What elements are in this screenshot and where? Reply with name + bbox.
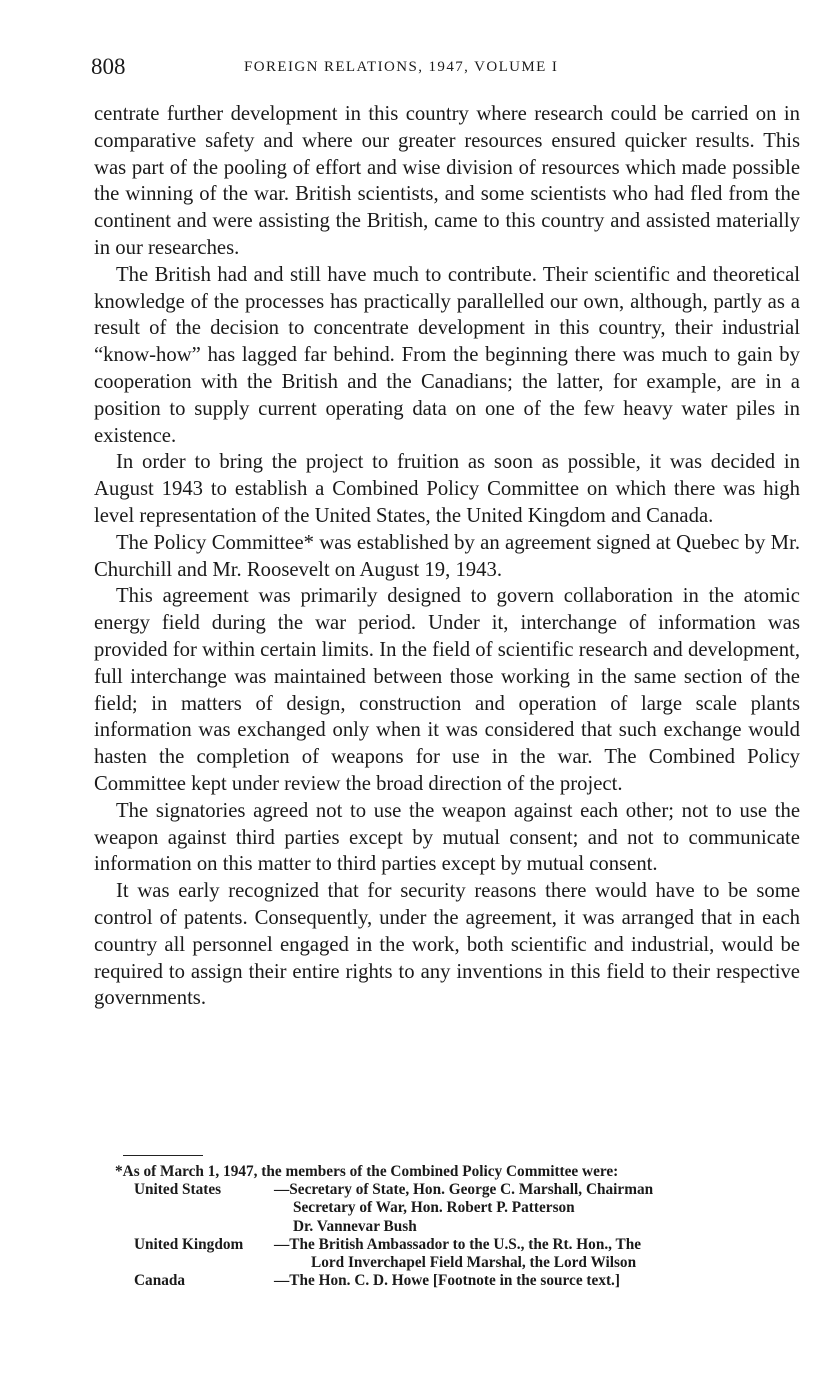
footnote-row-united-states [115, 1181, 805, 1236]
paragraph-signatories: The signatories agreed not to use the weapon against each other; not to use the weapon against third parties except by mutual consent; and not to communicate information on this matter to third parties except by mutual consent. [94, 799, 800, 876]
footnote-member-line: —The British Ambassador to the U.S., the Rt. Hon., The [274, 1235, 642, 1253]
paragraph-quebec-agreement: The Policy Committee* was established by an agreement signed at Quebec by Mr. Churchill and Mr. Roosevelt on August 19, 1943. [94, 531, 800, 581]
paragraph-patents: It was early recognized that for security reasons there would have to be some control of patents. Consequently, under the agreement, it was arranged that in each country all personnel engaged in the work, both scientific and industrial, would be required to assign their entire rights to any inventions in this field to their respective governments. [94, 880, 800, 1010]
footnote-member-line: Secretary of War, Hon. Robert P. Patterson [293, 1199, 575, 1217]
paragraph-combined-policy-committee: In order to bring the project to fruition as soon as possible, it was decided in August 1943 to establish a Combined Policy Committee on which there was high level representation of the United States, the United Kingdom and Canada. [94, 451, 800, 527]
footnote-member-line: —The Hon. C. D. Howe [Footnote in the source text.] [274, 1272, 620, 1290]
body-text [94, 101, 800, 1012]
footnote-row-united-kingdom [115, 1236, 805, 1272]
footnote-member-line: —Secretary of State, Hon. George C. Marshall, Chairman [274, 1181, 654, 1199]
footnote-member-line: Lord Inverchapel Field Marshal, the Lord Wilson [311, 1254, 637, 1272]
footnote-country: United States [134, 1181, 222, 1199]
footnote-member-line: Dr. Vannevar Bush [293, 1217, 417, 1235]
footnote-country: United Kingdom [134, 1235, 244, 1253]
footnote-country: Canada [134, 1272, 186, 1290]
footnote-intro: *As of March 1, 1947, the members of the Combined Policy Committee were: [115, 1163, 619, 1180]
paragraph-british-contribution: The British had and still have much to contribute. Their scientific and theoretical knowledge of the processes has practically parallelled our own, although, partly as a result of the decision to concentrate development in this country, their industrial “know-how” has lagged far behind. From the beginning there was much to gain by cooperation with the British and the Canadians; the latter, for example, are in a position to supply current operating data on one of the few heavy water piles in existence. [94, 263, 800, 447]
paragraph-continuation: centrate further development in this country where research could be carried on in comparative safety and where our greater resources ensured quicker results. This was part of the pooling of effort and wise division of resources which made possible the winning of the war. British scientists, and some scientists who had fled from the continent and were assisting the British, came to this country and assisted materially in our researches. [94, 103, 800, 259]
paragraph-collaboration: This agreement was primarily designed to govern collaboration in the atomic energy field during the war period. Under it, interchange of information was provided for within certain limits. In the field of scientific research and development, full interchange was maintained between those working in the same section of the field; in matters of design, construction and operation of large scale plants information was exchanged only when it was considered that such exchange would hasten the completion of weapons for use in the war. The Combined Policy Committee kept under review the broad direction of the project. [94, 585, 800, 795]
running-head: FOREIGN RELATIONS, 1947, VOLUME I [244, 59, 559, 75]
footnote [115, 1163, 805, 1290]
footnote-row-canada [115, 1272, 805, 1290]
footnote-divider [123, 1155, 203, 1156]
page-header [91, 54, 800, 84]
page-number: 808 [91, 54, 126, 79]
